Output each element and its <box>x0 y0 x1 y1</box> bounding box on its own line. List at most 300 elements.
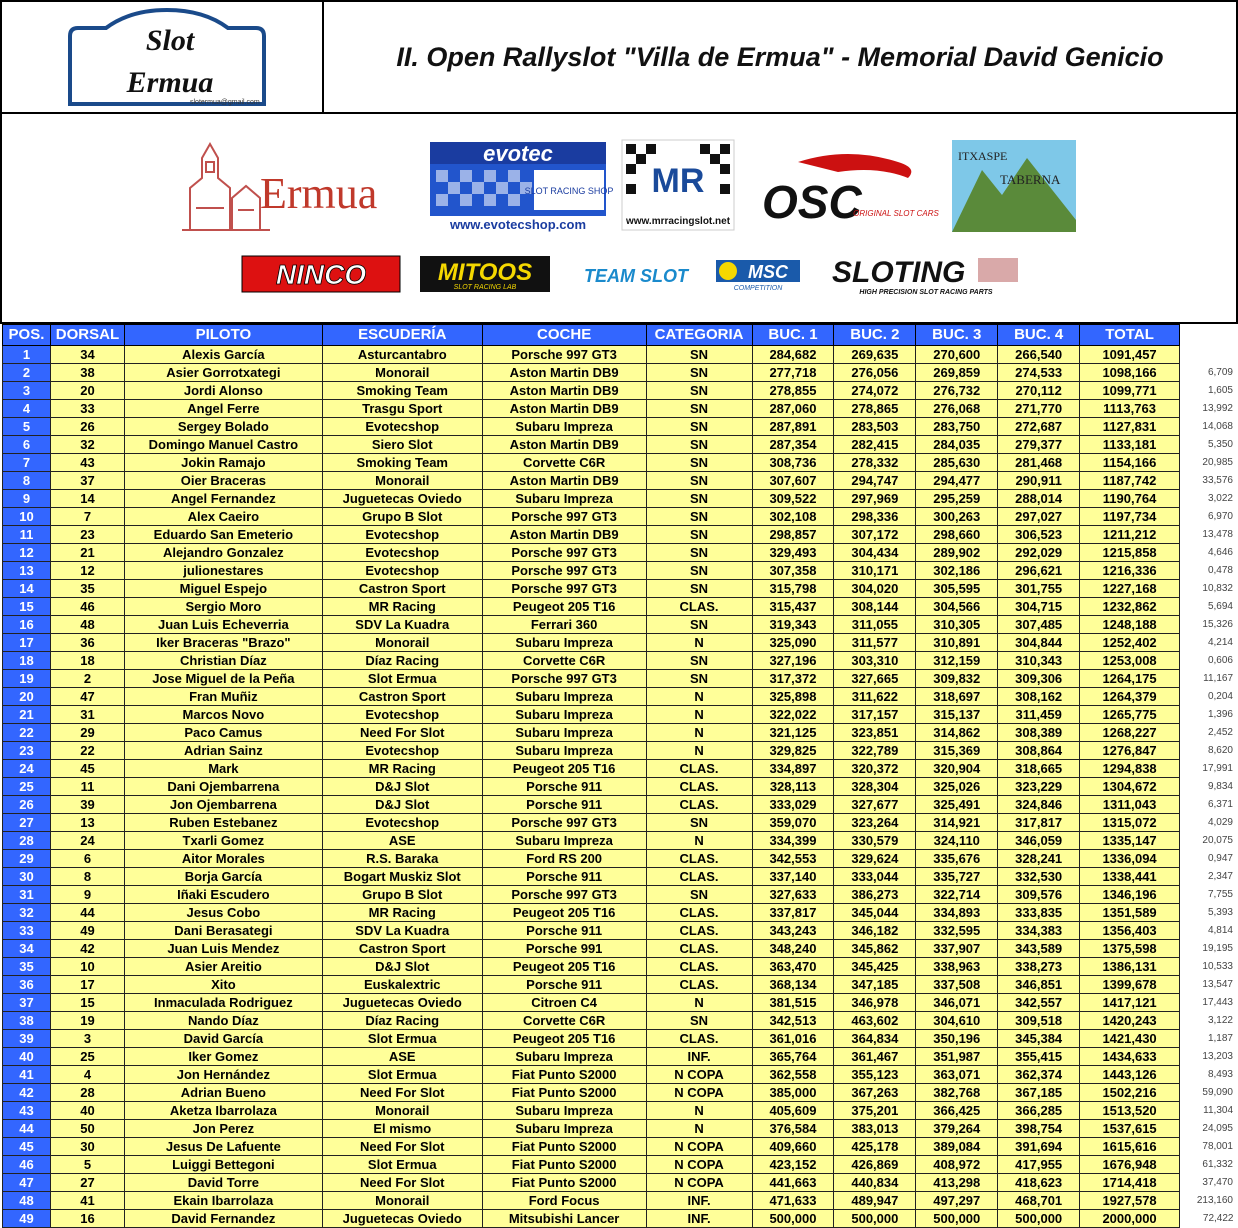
cell-dorsal: 2 <box>50 670 124 688</box>
cell-buc1: 405,609 <box>752 1102 834 1120</box>
col-total: TOTAL <box>1080 325 1180 346</box>
col-dorsal: DORSAL <box>50 325 124 346</box>
cell-buc4: 271,770 <box>998 400 1080 418</box>
cell-piloto: Jon Ojembarrena <box>124 796 322 814</box>
cell-buc4: 355,415 <box>998 1048 1080 1066</box>
cell-escuderia: Euskalextric <box>322 976 482 994</box>
cell-buc3: 269,859 <box>916 364 998 382</box>
cell-coche: Corvette C6R <box>482 652 646 670</box>
cell-buc1: 359,070 <box>752 814 834 832</box>
itxaspe-text2: TABERNA <box>1000 172 1061 187</box>
cell-dorsal: 45 <box>50 760 124 778</box>
cell-escuderia: Evotecshop <box>322 418 482 436</box>
cell-total: 1216,336 <box>1080 562 1180 580</box>
table-row <box>3 760 1238 778</box>
cell-buc2: 489,947 <box>834 1192 916 1210</box>
teamslot-text: TEAM SLOT <box>584 266 688 286</box>
sloting-plus-logo <box>828 254 1024 296</box>
cell-total: 1420,243 <box>1080 1012 1180 1030</box>
cell-piloto: Alex Caeiro <box>124 508 322 526</box>
cell-pos: 39 <box>3 1030 51 1048</box>
osc-text: OSC <box>762 176 862 228</box>
cell-buc4: 297,027 <box>998 508 1080 526</box>
cell-coche: Aston Martin DB9 <box>482 364 646 382</box>
cell-buc2: 278,865 <box>834 400 916 418</box>
cell-pos: 2 <box>3 364 51 382</box>
cell-dorsal: 47 <box>50 688 124 706</box>
cell-coche: Aston Martin DB9 <box>482 526 646 544</box>
table-row <box>3 580 1238 598</box>
cell-buc4: 266,540 <box>998 346 1080 364</box>
cell-buc1: 315,798 <box>752 580 834 598</box>
cell-total: 1513,520 <box>1080 1102 1180 1120</box>
cell-buc1: 308,736 <box>752 454 834 472</box>
cell-coche: Subaru Impreza <box>482 1120 646 1138</box>
cell-coche: Corvette C6R <box>482 1012 646 1030</box>
table-row <box>3 418 1238 436</box>
cell-buc4: 398,754 <box>998 1120 1080 1138</box>
msc-logo <box>714 258 802 292</box>
table-row <box>3 886 1238 904</box>
cell-piloto: Fran Muñiz <box>124 688 322 706</box>
cell-gap: 3,022 <box>1180 490 1238 508</box>
cell-gap: 4,814 <box>1180 922 1238 940</box>
cell-buc2: 440,834 <box>834 1174 916 1192</box>
cell-piloto: Marcos Novo <box>124 706 322 724</box>
cell-coche: Subaru Impreza <box>482 706 646 724</box>
cell-buc2: 328,304 <box>834 778 916 796</box>
cell-buc3: 500,000 <box>916 1210 998 1228</box>
cell-total: 1264,379 <box>1080 688 1180 706</box>
cell-piloto: Jon Hernández <box>124 1066 322 1084</box>
cell-buc1: 321,125 <box>752 724 834 742</box>
cell-piloto: Nando Díaz <box>124 1012 322 1030</box>
cell-coche: Porsche 997 GT3 <box>482 346 646 364</box>
cell-buc2: 347,185 <box>834 976 916 994</box>
cell-total: 1127,831 <box>1080 418 1180 436</box>
table-row <box>3 1174 1238 1192</box>
cell-escuderia: Castron Sport <box>322 940 482 958</box>
cell-total: 1537,615 <box>1080 1120 1180 1138</box>
cell-buc1: 362,558 <box>752 1066 834 1084</box>
cell-piloto: julionestares <box>124 562 322 580</box>
cell-pos: 36 <box>3 976 51 994</box>
cell-categoria: INF. <box>646 1048 752 1066</box>
cell-buc1: 315,437 <box>752 598 834 616</box>
cell-piloto: Miguel Espejo <box>124 580 322 598</box>
table-row <box>3 526 1238 544</box>
table-row <box>3 778 1238 796</box>
cell-buc4: 304,715 <box>998 598 1080 616</box>
cell-buc2: 276,056 <box>834 364 916 382</box>
cell-gap: 4,029 <box>1180 814 1238 832</box>
cell-coche: Porsche 911 <box>482 778 646 796</box>
table-row <box>3 1210 1238 1228</box>
col-buc1: BUC. 1 <box>752 325 834 346</box>
cell-coche: Porsche 997 GT3 <box>482 886 646 904</box>
cell-gap: 17,991 <box>1180 760 1238 778</box>
cell-buc3: 318,697 <box>916 688 998 706</box>
cell-total: 1253,008 <box>1080 652 1180 670</box>
cell-buc3: 283,750 <box>916 418 998 436</box>
cell-escuderia: R.S. Baraka <box>322 850 482 868</box>
cell-pos: 35 <box>3 958 51 976</box>
table-row <box>3 994 1238 1012</box>
cell-piloto: Angel Fernandez <box>124 490 322 508</box>
table-row <box>3 670 1238 688</box>
cell-gap: 61,332 <box>1180 1156 1238 1174</box>
cell-pos: 20 <box>3 688 51 706</box>
cell-buc3: 413,298 <box>916 1174 998 1192</box>
cell-pos: 41 <box>3 1066 51 1084</box>
cell-coche: Subaru Impreza <box>482 490 646 508</box>
cell-categoria: CLAS. <box>646 778 752 796</box>
cell-coche: Subaru Impreza <box>482 418 646 436</box>
cell-categoria: SN <box>646 418 752 436</box>
cell-buc1: 376,584 <box>752 1120 834 1138</box>
cell-coche: Porsche 997 GT3 <box>482 544 646 562</box>
cell-categoria: N <box>646 724 752 742</box>
cell-buc3: 289,902 <box>916 544 998 562</box>
cell-buc2: 386,273 <box>834 886 916 904</box>
cell-total: 1386,131 <box>1080 958 1180 976</box>
cell-piloto: David Torre <box>124 1174 322 1192</box>
cell-coche: Porsche 911 <box>482 976 646 994</box>
cell-coche: Aston Martin DB9 <box>482 472 646 490</box>
cell-total: 1294,838 <box>1080 760 1180 778</box>
cell-buc4: 367,185 <box>998 1084 1080 1102</box>
cell-categoria: CLAS. <box>646 868 752 886</box>
cell-buc1: 365,764 <box>752 1048 834 1066</box>
cell-pos: 22 <box>3 724 51 742</box>
cell-buc4: 308,389 <box>998 724 1080 742</box>
cell-coche: Peugeot 205 T16 <box>482 760 646 778</box>
cell-coche: Citroen C4 <box>482 994 646 1012</box>
cell-buc4: 281,468 <box>998 454 1080 472</box>
cell-escuderia: Asturcantabro <box>322 346 482 364</box>
cell-gap: 1,605 <box>1180 382 1238 400</box>
ermua-logo <box>180 138 408 234</box>
cell-categoria: N <box>646 832 752 850</box>
cell-pos: 45 <box>3 1138 51 1156</box>
col-escuderia: ESCUDERÍA <box>322 325 482 346</box>
table-row <box>3 1120 1238 1138</box>
cell-buc3: 497,297 <box>916 1192 998 1210</box>
cell-gap: 7,755 <box>1180 886 1238 904</box>
cell-buc3: 346,071 <box>916 994 998 1012</box>
cell-coche: Ford RS 200 <box>482 850 646 868</box>
table-row <box>3 1138 1238 1156</box>
cell-buc1: 348,240 <box>752 940 834 958</box>
cell-escuderia: Evotecshop <box>322 814 482 832</box>
cell-total: 1091,457 <box>1080 346 1180 364</box>
cell-dorsal: 19 <box>50 1012 124 1030</box>
cell-escuderia: Slot Ermua <box>322 1030 482 1048</box>
cell-categoria: CLAS. <box>646 598 752 616</box>
cell-dorsal: 26 <box>50 418 124 436</box>
cell-categoria: N COPA <box>646 1066 752 1084</box>
cell-buc3: 276,068 <box>916 400 998 418</box>
cell-piloto: Jesus Cobo <box>124 904 322 922</box>
cell-buc3: 350,196 <box>916 1030 998 1048</box>
cell-buc2: 361,467 <box>834 1048 916 1066</box>
cell-buc1: 328,113 <box>752 778 834 796</box>
cell-piloto: Xito <box>124 976 322 994</box>
cell-piloto: Inmaculada Rodriguez <box>124 994 322 1012</box>
logo-line2: Ermua <box>126 66 214 99</box>
cell-gap: 5,694 <box>1180 598 1238 616</box>
cell-categoria: N COPA <box>646 1138 752 1156</box>
cell-gap: 4,214 <box>1180 634 1238 652</box>
cell-gap: 6,709 <box>1180 364 1238 382</box>
cell-total: 1615,616 <box>1080 1138 1180 1156</box>
col-buc4: BUC. 4 <box>998 325 1080 346</box>
cell-buc4: 418,623 <box>998 1174 1080 1192</box>
logo-line1: Slot <box>145 24 195 57</box>
cell-piloto: Juan Luis Mendez <box>124 940 322 958</box>
cell-piloto: Christian Díaz <box>124 652 322 670</box>
cell-escuderia: Need For Slot <box>322 1174 482 1192</box>
table-row <box>3 688 1238 706</box>
cell-buc2: 323,851 <box>834 724 916 742</box>
cell-buc1: 317,372 <box>752 670 834 688</box>
mr-text: MR <box>651 162 705 200</box>
cell-categoria: CLAS. <box>646 922 752 940</box>
cell-buc2: 329,624 <box>834 850 916 868</box>
cell-gap: 59,090 <box>1180 1084 1238 1102</box>
cell-coche: Porsche 991 <box>482 940 646 958</box>
cell-gap: 5,350 <box>1180 436 1238 454</box>
cell-buc4: 417,955 <box>998 1156 1080 1174</box>
cell-total: 1133,181 <box>1080 436 1180 454</box>
cell-pos: 43 <box>3 1102 51 1120</box>
cell-gap: 0,204 <box>1180 688 1238 706</box>
cell-gap: 13,203 <box>1180 1048 1238 1066</box>
cell-buc1: 325,898 <box>752 688 834 706</box>
table-row <box>3 1084 1238 1102</box>
cell-total: 1154,166 <box>1080 454 1180 472</box>
cell-buc1: 329,493 <box>752 544 834 562</box>
table-row <box>3 544 1238 562</box>
cell-gap: 19,195 <box>1180 940 1238 958</box>
cell-buc3: 325,491 <box>916 796 998 814</box>
table-row <box>3 472 1238 490</box>
cell-gap: 13,547 <box>1180 976 1238 994</box>
cell-buc4: 343,589 <box>998 940 1080 958</box>
cell-total: 1502,216 <box>1080 1084 1180 1102</box>
cell-escuderia: Evotecshop <box>322 562 482 580</box>
cell-piloto: David García <box>124 1030 322 1048</box>
cell-buc3: 314,921 <box>916 814 998 832</box>
results-body <box>3 346 1238 1228</box>
cell-piloto: Domingo Manuel Castro <box>124 436 322 454</box>
cell-dorsal: 20 <box>50 382 124 400</box>
cell-dorsal: 8 <box>50 868 124 886</box>
cell-buc3: 270,600 <box>916 346 998 364</box>
table-row <box>3 454 1238 472</box>
cell-buc4: 317,817 <box>998 814 1080 832</box>
cell-buc2: 327,665 <box>834 670 916 688</box>
cell-buc1: 423,152 <box>752 1156 834 1174</box>
table-row <box>3 940 1238 958</box>
cell-total: 1315,072 <box>1080 814 1180 832</box>
cell-escuderia: Monorail <box>322 472 482 490</box>
cell-total: 1098,166 <box>1080 364 1180 382</box>
cell-categoria: SN <box>646 400 752 418</box>
cell-dorsal: 36 <box>50 634 124 652</box>
cell-escuderia: Grupo B Slot <box>322 886 482 904</box>
evotec-logo <box>430 141 614 232</box>
cell-gap: 1,396 <box>1180 706 1238 724</box>
cell-coche: Porsche 997 GT3 <box>482 580 646 598</box>
cell-coche: Porsche 997 GT3 <box>482 814 646 832</box>
cell-total: 1335,147 <box>1080 832 1180 850</box>
cell-buc1: 307,607 <box>752 472 834 490</box>
cell-total: 1197,734 <box>1080 508 1180 526</box>
cell-buc4: 270,112 <box>998 382 1080 400</box>
cell-total: 1443,126 <box>1080 1066 1180 1084</box>
cell-buc1: 287,354 <box>752 436 834 454</box>
cell-escuderia: El mismo <box>322 1120 482 1138</box>
cell-buc2: 327,677 <box>834 796 916 814</box>
cell-total: 2000,000 <box>1080 1210 1180 1228</box>
cell-dorsal: 37 <box>50 472 124 490</box>
cell-buc4: 296,621 <box>998 562 1080 580</box>
cell-buc1: 329,825 <box>752 742 834 760</box>
cell-buc2: 383,013 <box>834 1120 916 1138</box>
cell-buc3: 298,660 <box>916 526 998 544</box>
mitoos-sub: SLOT RACING LAB <box>453 284 517 291</box>
cell-total: 1187,742 <box>1080 472 1180 490</box>
cell-pos: 48 <box>3 1192 51 1210</box>
cell-total: 1351,589 <box>1080 904 1180 922</box>
cell-coche: Subaru Impreza <box>482 832 646 850</box>
cell-categoria: SN <box>646 490 752 508</box>
cell-dorsal: 17 <box>50 976 124 994</box>
cell-buc3: 276,732 <box>916 382 998 400</box>
cell-escuderia: Díaz Racing <box>322 1012 482 1030</box>
cell-coche: Aston Martin DB9 <box>482 436 646 454</box>
cell-categoria: SN <box>646 382 752 400</box>
table-row <box>3 598 1238 616</box>
cell-piloto: Juan Luis Echeverria <box>124 616 322 634</box>
cell-dorsal: 38 <box>50 364 124 382</box>
cell-escuderia: Need For Slot <box>322 1138 482 1156</box>
cell-buc4: 324,846 <box>998 796 1080 814</box>
cell-gap: 33,576 <box>1180 472 1238 490</box>
cell-escuderia: D&J Slot <box>322 778 482 796</box>
cell-pos: 12 <box>3 544 51 562</box>
cell-piloto: Eduardo San Emeterio <box>124 526 322 544</box>
table-row <box>3 652 1238 670</box>
cell-dorsal: 11 <box>50 778 124 796</box>
cell-escuderia: Slot Ermua <box>322 1156 482 1174</box>
col-buc2: BUC. 2 <box>834 325 916 346</box>
table-row <box>3 958 1238 976</box>
itxaspe-text1: ITXASPE <box>958 149 1008 163</box>
cell-buc1: 278,855 <box>752 382 834 400</box>
ermua-text: Ermua <box>260 169 378 218</box>
cell-escuderia: SDV La Kuadra <box>322 922 482 940</box>
cell-buc2: 304,020 <box>834 580 916 598</box>
cell-total: 1264,175 <box>1080 670 1180 688</box>
table-row <box>3 832 1238 850</box>
cell-dorsal: 43 <box>50 454 124 472</box>
table-row <box>3 814 1238 832</box>
cell-escuderia: Evotecshop <box>322 526 482 544</box>
cell-categoria: N <box>646 742 752 760</box>
cell-buc4: 292,029 <box>998 544 1080 562</box>
cell-buc2: 345,425 <box>834 958 916 976</box>
cell-buc3: 337,508 <box>916 976 998 994</box>
cell-escuderia: Evotecshop <box>322 742 482 760</box>
cell-dorsal: 44 <box>50 904 124 922</box>
cell-dorsal: 3 <box>50 1030 124 1048</box>
cell-escuderia: Castron Sport <box>322 688 482 706</box>
cell-categoria: N <box>646 1120 752 1138</box>
cell-escuderia: Grupo B Slot <box>322 508 482 526</box>
cell-gap: 6,970 <box>1180 508 1238 526</box>
cell-categoria: SN <box>646 652 752 670</box>
cell-dorsal: 6 <box>50 850 124 868</box>
cell-buc2: 375,201 <box>834 1102 916 1120</box>
cell-buc1: 334,897 <box>752 760 834 778</box>
cell-coche: Porsche 997 GT3 <box>482 508 646 526</box>
cell-dorsal: 48 <box>50 616 124 634</box>
cell-categoria: N <box>646 634 752 652</box>
cell-categoria: N COPA <box>646 1084 752 1102</box>
table-row <box>3 868 1238 886</box>
cell-piloto: Adrian Bueno <box>124 1084 322 1102</box>
cell-buc4: 328,241 <box>998 850 1080 868</box>
cell-buc3: 334,893 <box>916 904 998 922</box>
cell-escuderia: Juguetecas Oviedo <box>322 1210 482 1228</box>
cell-buc4: 309,306 <box>998 670 1080 688</box>
cell-total: 1421,430 <box>1080 1030 1180 1048</box>
cell-buc1: 284,682 <box>752 346 834 364</box>
cell-gap: 78,001 <box>1180 1138 1238 1156</box>
ninco-text: NINCO <box>275 259 367 290</box>
cell-categoria: N <box>646 1102 752 1120</box>
cell-escuderia: ASE <box>322 1048 482 1066</box>
cell-dorsal: 25 <box>50 1048 124 1066</box>
cell-coche: Ferrari 360 <box>482 616 646 634</box>
cell-dorsal: 7 <box>50 508 124 526</box>
cell-total: 1399,678 <box>1080 976 1180 994</box>
cell-buc1: 334,399 <box>752 832 834 850</box>
cell-pos: 18 <box>3 652 51 670</box>
cell-piloto: Txarli Gomez <box>124 832 322 850</box>
cell-escuderia: Siero Slot <box>322 436 482 454</box>
cell-coche: Peugeot 205 T16 <box>482 904 646 922</box>
cell-total: 1676,948 <box>1080 1156 1180 1174</box>
cell-categoria: CLAS. <box>646 976 752 994</box>
cell-buc2: 346,182 <box>834 922 916 940</box>
cell-buc4: 309,518 <box>998 1012 1080 1030</box>
cell-piloto: Mark <box>124 760 322 778</box>
cell-escuderia: Monorail <box>322 1192 482 1210</box>
cell-escuderia: Juguetecas Oviedo <box>322 490 482 508</box>
col-gap <box>1180 325 1238 346</box>
cell-buc4: 366,285 <box>998 1102 1080 1120</box>
cell-buc4: 306,523 <box>998 526 1080 544</box>
cell-buc2: 283,503 <box>834 418 916 436</box>
osc-logo <box>758 152 939 228</box>
table-row <box>3 724 1238 742</box>
cell-dorsal: 30 <box>50 1138 124 1156</box>
cell-escuderia: Trasgu Sport <box>322 400 482 418</box>
cell-buc4: 333,835 <box>998 904 1080 922</box>
